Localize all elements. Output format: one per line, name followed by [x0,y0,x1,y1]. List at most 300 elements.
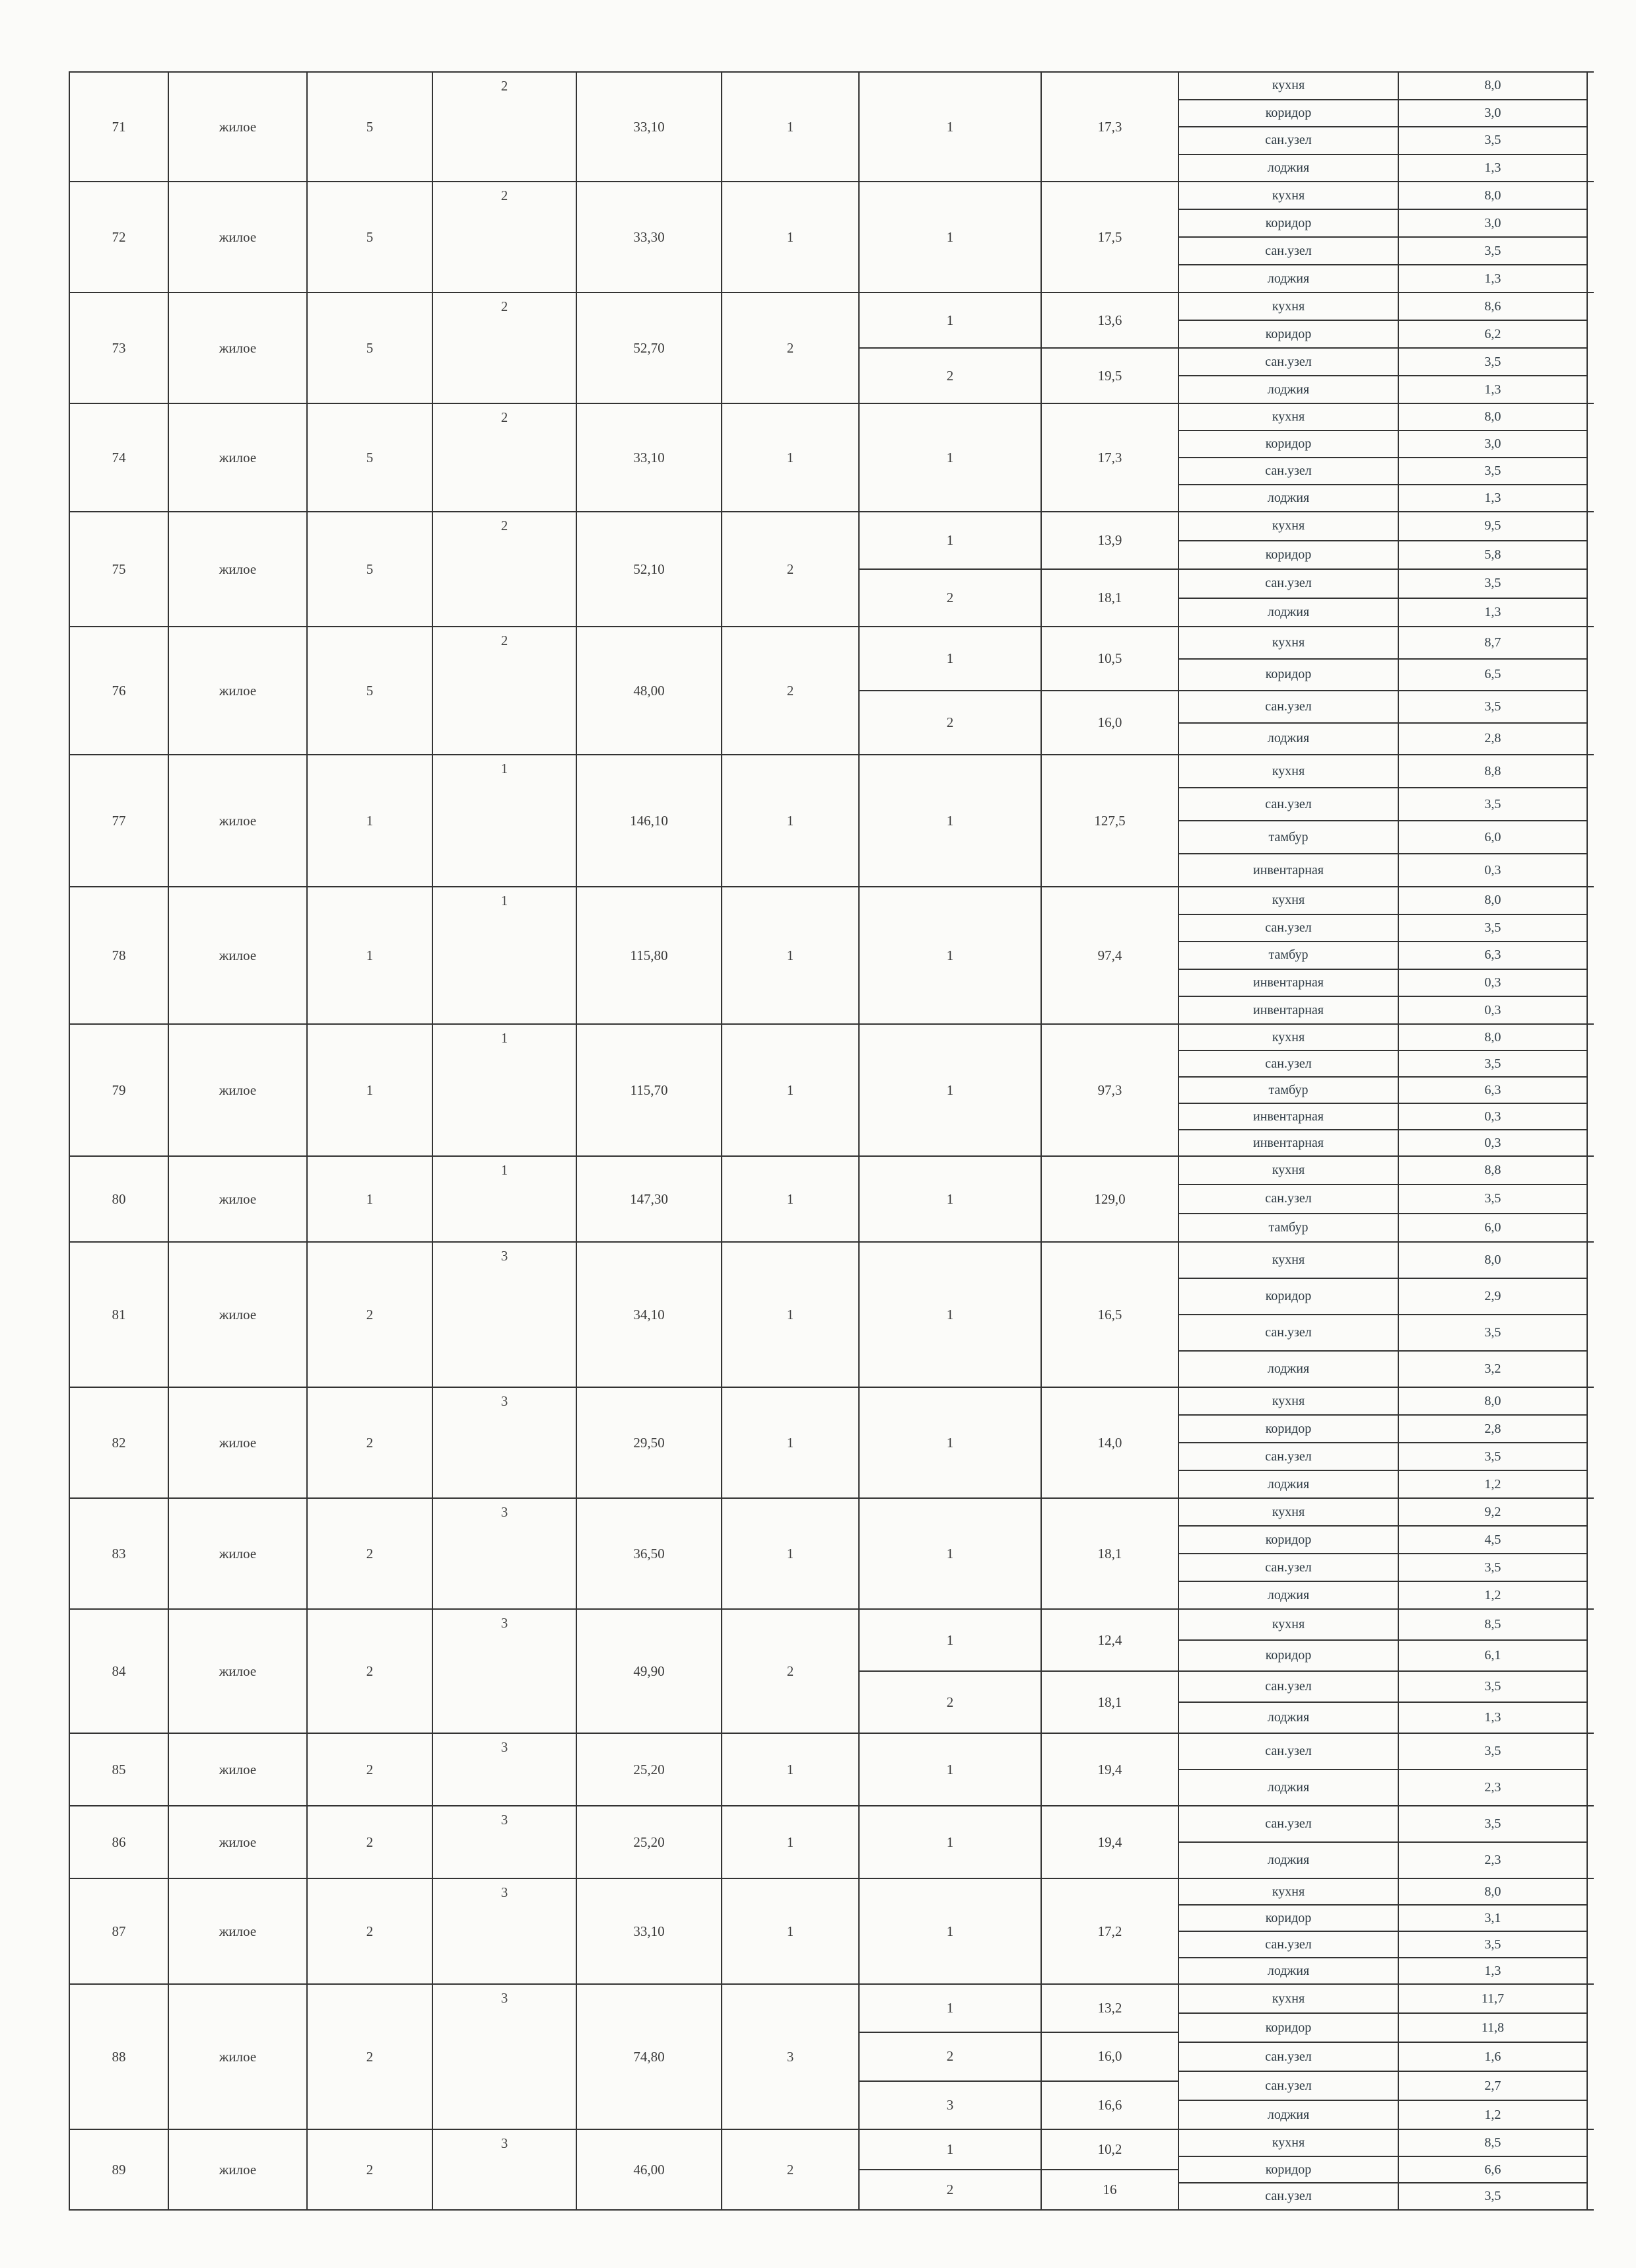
auxiliary-rooms [1179,755,1588,886]
auxiliary-area: 3,5 [1399,691,1588,722]
room-number: 1 [946,947,954,963]
auxiliary-name: кухня [1179,887,1399,914]
room-area: 17,3 [1097,118,1122,135]
room-area: 18,1 [1042,1670,1178,1733]
room-numbers [860,2130,1042,2209]
apartment-number: 86 [70,1806,169,1878]
auxiliary-name: сан.узел [1179,788,1399,820]
auxiliary-row [1179,126,1588,154]
auxiliary-name: сан.узел [1179,2072,1399,2100]
room-number: 1 [946,1306,954,1323]
auxiliary-name: сан.узел [1179,570,1399,598]
floor-value: 1 [308,1025,433,1155]
auxiliary-row [1179,820,1588,853]
auxiliary-rooms [1179,404,1588,511]
premises-type: жилое [169,512,308,626]
auxiliary-row [1179,293,1588,320]
auxiliary-rooms [1179,2130,1588,2209]
auxiliary-name: сан.узел [1179,691,1399,722]
auxiliary-row [1179,264,1588,292]
auxiliary-area: 6,3 [1399,1078,1588,1103]
auxiliary-row [1179,1553,1588,1581]
room-numbers [860,1806,1042,1878]
premises-type: жилое [169,2130,308,2209]
premises-type: жилое [169,755,308,886]
auxiliary-area: 3,5 [1399,1051,1588,1076]
auxiliary-row [1179,484,1588,511]
room-area: 97,3 [1097,1082,1122,1098]
room-count: 1 [722,1388,860,1497]
room-numbers [860,404,1042,511]
auxiliary-area: 3,5 [1399,1554,1588,1581]
auxiliary-row [1179,320,1588,347]
auxiliary-row [1179,1157,1588,1184]
auxiliary-name: инвентарная [1179,1104,1399,1129]
auxiliary-name: сан.узел [1179,915,1399,942]
room-areas [1042,512,1179,626]
room-number: 2 [860,1670,1040,1733]
room-number: 1 [946,532,954,548]
auxiliary-area: 8,0 [1399,182,1588,209]
total-area: 147,30 [577,1157,722,1241]
auxiliary-name: кухня [1179,1157,1399,1184]
floor-value: 5 [308,293,433,403]
premises-type: жилое [169,1157,308,1241]
room-numbers [860,1025,1042,1155]
auxiliary-area: 1,2 [1399,2101,1588,2129]
auxiliary-row [1179,2042,1588,2071]
auxiliary-row [1179,1278,1588,1314]
room-number: 1 [946,812,954,829]
auxiliary-area: 8,0 [1399,73,1588,99]
auxiliary-row [1179,2130,1588,2156]
auxiliary-row [1179,887,1588,914]
room-number: 1 [946,1632,954,1648]
room-areas [1042,1243,1179,1387]
auxiliary-row [1179,1050,1588,1076]
auxiliary-row [1179,1670,1588,1701]
apartment-number: 75 [70,512,169,626]
apartment-number: 79 [70,1025,169,1155]
auxiliary-rooms [1179,1734,1588,1805]
auxiliary-name: инвентарная [1179,1130,1399,1155]
room-area: 16,6 [1042,2080,1178,2129]
auxiliary-rooms [1179,1879,1588,1983]
auxiliary-row [1179,73,1588,99]
room-number: 2 [860,568,1040,626]
auxiliary-row [1179,627,1588,658]
apartment-number: 89 [70,2130,169,2209]
apartment-row [70,2130,1594,2211]
room-areas [1042,1388,1179,1497]
room-number: 2 [860,690,1040,754]
auxiliary-name: инвентарная [1179,854,1399,886]
auxiliary-row [1179,2156,1588,2183]
auxiliary-rooms [1179,1157,1588,1241]
floor-value: 1 [308,1157,433,1241]
auxiliary-rooms [1179,1985,1588,2129]
auxiliary-rooms [1179,73,1588,181]
room-number: 3 [860,2080,1040,2129]
room-numbers [860,887,1042,1023]
auxiliary-row [1179,1769,1588,1805]
auxiliary-area: 3,5 [1399,570,1588,598]
room-count: 2 [722,627,860,754]
apartment-number: 84 [70,1610,169,1733]
auxiliary-area: 8,6 [1399,293,1588,320]
auxiliary-name: сан.узел [1179,1185,1399,1212]
auxiliary-row [1179,690,1588,722]
auxiliary-name: сан.узел [1179,238,1399,264]
auxiliary-name: лоджия [1179,724,1399,755]
room-number: 1 [946,1761,954,1777]
auxiliary-name: лоджия [1179,265,1399,292]
auxiliary-name: лоджия [1179,1582,1399,1608]
premises-type: жилое [169,1806,308,1878]
auxiliary-row [1179,755,1588,787]
auxiliary-area: 8,0 [1399,1879,1588,1904]
auxiliary-row [1179,853,1588,886]
auxiliary-area: 6,2 [1399,321,1588,347]
auxiliary-name: тамбур [1179,821,1399,853]
auxiliary-name: сан.узел [1179,1806,1399,1841]
entrance-value: 3 [433,1734,577,1805]
auxiliary-name: кухня [1179,1388,1399,1414]
total-area: 74,80 [577,1985,722,2129]
auxiliary-row [1179,1701,1588,1733]
auxiliary-row [1179,996,1588,1023]
room-areas [1042,182,1179,292]
room-area: 13,9 [1097,532,1122,548]
room-areas [1042,404,1179,511]
auxiliary-row [1179,2071,1588,2100]
room-areas [1042,1610,1179,1733]
floor-value: 2 [308,2130,433,2209]
apartment-row [70,627,1594,755]
auxiliary-row [1179,1243,1588,1278]
auxiliary-rooms [1179,182,1588,292]
floor-value: 1 [308,887,433,1023]
auxiliary-name: инвентарная [1179,970,1399,996]
room-area: 97,4 [1097,947,1122,963]
apartment-number: 83 [70,1499,169,1608]
auxiliary-area: 2,8 [1399,1416,1588,1442]
auxiliary-area: 6,1 [1399,1641,1588,1670]
total-area: 25,20 [577,1734,722,1805]
apartment-number: 82 [70,1388,169,1497]
auxiliary-row [1179,99,1588,127]
auxiliary-name: лоджия [1179,599,1399,627]
auxiliary-row [1179,1414,1588,1442]
total-area: 115,70 [577,1025,722,1155]
total-area: 52,70 [577,293,722,403]
room-number: 1 [946,2000,954,2016]
room-area: 16,5 [1097,1306,1122,1323]
apartment-row [70,512,1594,627]
auxiliary-row [1179,1076,1588,1103]
auxiliary-area: 5,8 [1399,541,1588,569]
auxiliary-name: сан.узел [1179,2043,1399,2071]
auxiliary-row [1179,1904,1588,1931]
auxiliary-name: кухня [1179,2130,1399,2156]
room-areas [1042,293,1179,403]
auxiliary-row [1179,722,1588,755]
auxiliary-name: лоджия [1179,155,1399,182]
auxiliary-area: 6,5 [1399,660,1588,691]
auxiliary-name: кухня [1179,182,1399,209]
floor-value: 2 [308,1734,433,1805]
room-areas [1042,755,1179,886]
auxiliary-area: 3,5 [1399,1932,1588,1957]
entrance-value: 1 [433,1025,577,1155]
auxiliary-rooms [1179,1025,1588,1155]
apartment-row [70,1025,1594,1157]
apartment-number: 71 [70,73,169,181]
room-area: 19,4 [1097,1761,1122,1777]
auxiliary-name: коридор [1179,1906,1399,1931]
auxiliary-name: кухня [1179,1243,1399,1278]
entrance-value: 3 [433,1985,577,2129]
auxiliary-name: коридор [1179,100,1399,127]
room-number: 1 [946,1545,954,1562]
auxiliary-area: 6,0 [1399,1214,1588,1241]
auxiliary-name: лоджия [1179,1770,1399,1805]
total-area: 46,00 [577,2130,722,2209]
room-number: 1 [946,1834,954,1850]
auxiliary-row [1179,1470,1588,1497]
room-area: 129,0 [1094,1190,1126,1207]
auxiliary-row [1179,1734,1588,1769]
entrance-value: 3 [433,1879,577,1983]
auxiliary-row [1179,236,1588,264]
auxiliary-row [1179,1806,1588,1841]
premises-type: жилое [169,1243,308,1387]
premises-type: жилое [169,1025,308,1155]
room-area: 12,4 [1097,1632,1122,1648]
total-area: 33,10 [577,73,722,181]
room-areas [1042,1157,1179,1241]
auxiliary-rooms [1179,293,1588,403]
entrance-value: 2 [433,627,577,754]
auxiliary-area: 0,3 [1399,1130,1588,1155]
auxiliary-row [1179,404,1588,430]
auxiliary-area: 3,5 [1399,1806,1588,1841]
auxiliary-area: 3,5 [1399,2183,1588,2209]
auxiliary-row [1179,1525,1588,1553]
apartment-number: 81 [70,1243,169,1387]
apartment-row [70,1388,1594,1499]
room-count: 1 [722,1879,860,1983]
auxiliary-row [1179,1350,1588,1387]
floor-value: 5 [308,512,433,626]
auxiliary-area: 3,5 [1399,238,1588,264]
auxiliary-area: 1,2 [1399,1582,1588,1608]
auxiliary-area: 1,3 [1399,376,1588,403]
apartment-number: 87 [70,1879,169,1983]
room-numbers [860,293,1042,403]
auxiliary-rooms [1179,1499,1588,1608]
room-number: 1 [946,1082,954,1098]
auxiliary-area: 0,3 [1399,997,1588,1023]
room-numbers [860,1734,1042,1805]
auxiliary-name: лоджия [1179,485,1399,511]
room-numbers [860,1610,1042,1733]
entrance-value: 2 [433,293,577,403]
room-area: 18,1 [1097,1545,1122,1562]
room-numbers [860,755,1042,886]
apartment-row [70,1499,1594,1610]
auxiliary-area: 8,0 [1399,404,1588,430]
auxiliary-row [1179,1581,1588,1608]
apartment-number: 85 [70,1734,169,1805]
room-numbers [860,512,1042,626]
auxiliary-area: 3,5 [1399,458,1588,484]
room-areas [1042,1499,1179,1608]
apartment-number: 88 [70,1985,169,2129]
auxiliary-area: 0,3 [1399,1104,1588,1129]
auxiliary-area: 8,7 [1399,627,1588,658]
auxiliary-name: коридор [1179,2157,1399,2183]
premises-type: жилое [169,627,308,754]
premises-type: жилое [169,1388,308,1497]
apartment-row [70,1610,1594,1734]
room-numbers [860,73,1042,181]
room-area: 17,5 [1097,228,1122,245]
total-area: 52,10 [577,512,722,626]
auxiliary-area: 1,3 [1399,155,1588,182]
auxiliary-area: 9,5 [1399,512,1588,540]
apartment-row [70,1985,1594,2130]
total-area: 36,50 [577,1499,722,1608]
apartment-number: 77 [70,755,169,886]
auxiliary-row [1179,2100,1588,2129]
auxiliary-row [1179,1499,1588,1525]
room-numbers [860,1157,1042,1241]
auxiliary-rooms [1179,1806,1588,1878]
room-area: 127,5 [1094,812,1126,829]
auxiliary-name: коридор [1179,2014,1399,2042]
entrance-value: 2 [433,182,577,292]
auxiliary-area: 11,7 [1399,1985,1588,2012]
auxiliary-name: кухня [1179,404,1399,430]
auxiliary-name: коридор [1179,1416,1399,1442]
room-areas [1042,2130,1179,2209]
auxiliary-area: 1,3 [1399,265,1588,292]
auxiliary-row [1179,941,1588,969]
room-count: 1 [722,404,860,511]
auxiliary-row [1179,182,1588,209]
entrance-value: 2 [433,512,577,626]
auxiliary-row [1179,1957,1588,1983]
apartment-number: 78 [70,887,169,1023]
room-number: 1 [946,118,954,135]
apartment-row [70,887,1594,1025]
auxiliary-row [1179,430,1588,457]
room-count: 1 [722,1243,860,1387]
auxiliary-row [1179,1610,1588,1639]
room-count: 2 [722,293,860,403]
auxiliary-area: 3,1 [1399,1906,1588,1931]
auxiliary-name: лоджия [1179,2101,1399,2129]
auxiliary-rooms [1179,512,1588,626]
apartment-number: 73 [70,293,169,403]
room-count: 1 [722,182,860,292]
premises-type: жилое [169,404,308,511]
total-area: 29,50 [577,1388,722,1497]
room-number: 1 [946,650,954,666]
auxiliary-row [1179,787,1588,820]
room-numbers [860,1985,1042,2129]
auxiliary-name: кухня [1179,73,1399,99]
auxiliary-area: 3,5 [1399,1315,1588,1350]
floor-value: 2 [308,1806,433,1878]
room-area: 13,6 [1097,312,1122,328]
room-number: 1 [946,2141,954,2157]
entrance-value: 1 [433,755,577,886]
auxiliary-name: коридор [1179,210,1399,236]
auxiliary-row [1179,598,1588,627]
premises-type: жилое [169,887,308,1023]
auxiliary-row [1179,1388,1588,1414]
apartment-number: 76 [70,627,169,754]
room-number: 1 [946,449,954,465]
auxiliary-name: кухня [1179,1025,1399,1050]
total-area: 115,80 [577,887,722,1023]
auxiliary-row [1179,1931,1588,1957]
auxiliary-rooms [1179,1243,1588,1387]
apartment-row [70,1243,1594,1388]
room-area: 14,0 [1097,1434,1122,1451]
room-count: 1 [722,1499,860,1608]
room-number: 1 [946,1190,954,1207]
room-count: 2 [722,2130,860,2209]
auxiliary-area: 2,8 [1399,724,1588,755]
auxiliary-row [1179,1639,1588,1670]
floor-value: 2 [308,1879,433,1983]
room-count: 1 [722,1157,860,1241]
auxiliary-name: сан.узел [1179,2183,1399,2209]
premises-type: жилое [169,1985,308,2129]
auxiliary-area: 1,3 [1399,599,1588,627]
room-area: 19,5 [1042,347,1178,403]
entrance-value: 1 [433,887,577,1023]
auxiliary-rooms [1179,627,1588,754]
auxiliary-name: сан.узел [1179,1554,1399,1581]
auxiliary-area: 3,2 [1399,1352,1588,1387]
floor-value: 5 [308,404,433,511]
room-count: 1 [722,1025,860,1155]
room-number: 1 [946,1434,954,1451]
room-areas [1042,1734,1179,1805]
room-number: 2 [860,2032,1040,2080]
room-areas [1042,627,1179,754]
auxiliary-row [1179,1103,1588,1129]
auxiliary-name: коридор [1179,541,1399,569]
auxiliary-name: сан.узел [1179,349,1399,375]
total-area: 48,00 [577,627,722,754]
auxiliary-area: 8,0 [1399,887,1588,914]
entrance-value: 2 [433,73,577,181]
room-number: 1 [946,228,954,245]
total-area: 33,10 [577,1879,722,1983]
room-count: 3 [722,1985,860,2129]
room-count: 2 [722,512,860,626]
premises-type: жилое [169,1734,308,1805]
auxiliary-rooms [1179,1610,1588,1733]
apartment-row [70,73,1594,182]
auxiliary-area: 3,5 [1399,1734,1588,1769]
premises-type: жилое [169,293,308,403]
